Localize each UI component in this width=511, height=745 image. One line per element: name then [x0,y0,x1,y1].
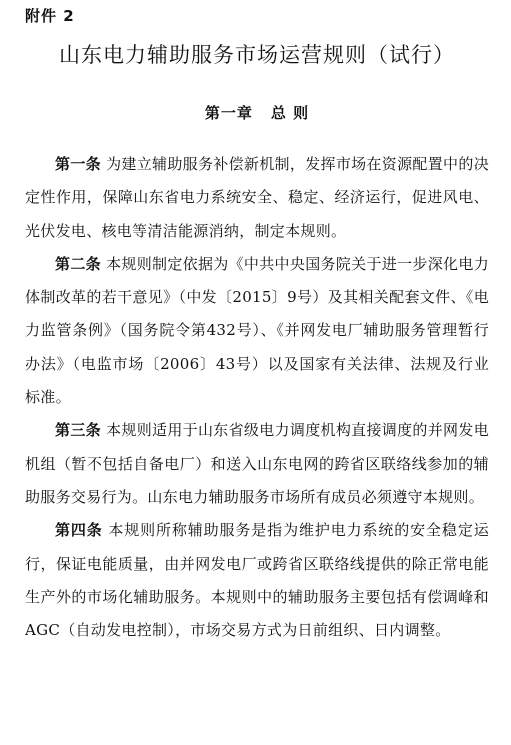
article-2 [25,248,489,414]
article-1-text: 为建立辅助服务补偿新机制，发挥市场在资源配置中的决定性作用，保障山东省电力系统安全、稳定、经济运行，促进风电、光伏发电、核电等清洁能源消纳，制定本规则。 [25,155,489,240]
article-2-text: 本规则制定依据为《中共中央国务院关于进一步深化电力体制改革的若干意见》（中发〔2015〕9号）及其相关配套文件、《电力监管条例》（国务院令第432号）、《并网发电厂辅助服务管理暂行办法》（电监市场〔2006〕43号）以及国家有关法律、法规及行业标准。 [25,254,489,407]
chapter-number: 第一章 [204,104,253,122]
article-list [25,148,489,647]
attachment-label: 附件 2 [25,7,75,25]
chapter-heading [25,103,489,123]
article-3-text: 本规则适用于山东省级电力调度机构直接调度的并网发电机组（暂不包括自备电厂）和送入山东电网的跨省区联络线参加的辅助服务交易行为。山东电力辅助服务市场所有成员必须遵守本规则。 [25,421,489,506]
article-3-label: 第三条 [55,421,101,440]
article-4-text: 本规则所称辅助服务是指为维护电力系统的安全稳定运行，保证电能质量，由并网发电厂或跨省区联络线提供的除正常电能生产外的市场化辅助服务。本规则中的辅助服务主要包括有偿调峰和AGC（自动发电控制），市场交易方式为日前组织、日内调整。 [25,521,490,640]
article-4-label: 第四条 [55,521,103,540]
article-4 [25,514,489,647]
article-1-label: 第一条 [55,155,101,173]
document-title: 山东电力辅助服务市场运营规则（试行） [59,43,455,67]
article-3 [25,414,489,514]
article-1 [25,148,489,248]
article-2-label: 第二条 [55,254,101,273]
chapter-name: 总 则 [270,104,310,122]
